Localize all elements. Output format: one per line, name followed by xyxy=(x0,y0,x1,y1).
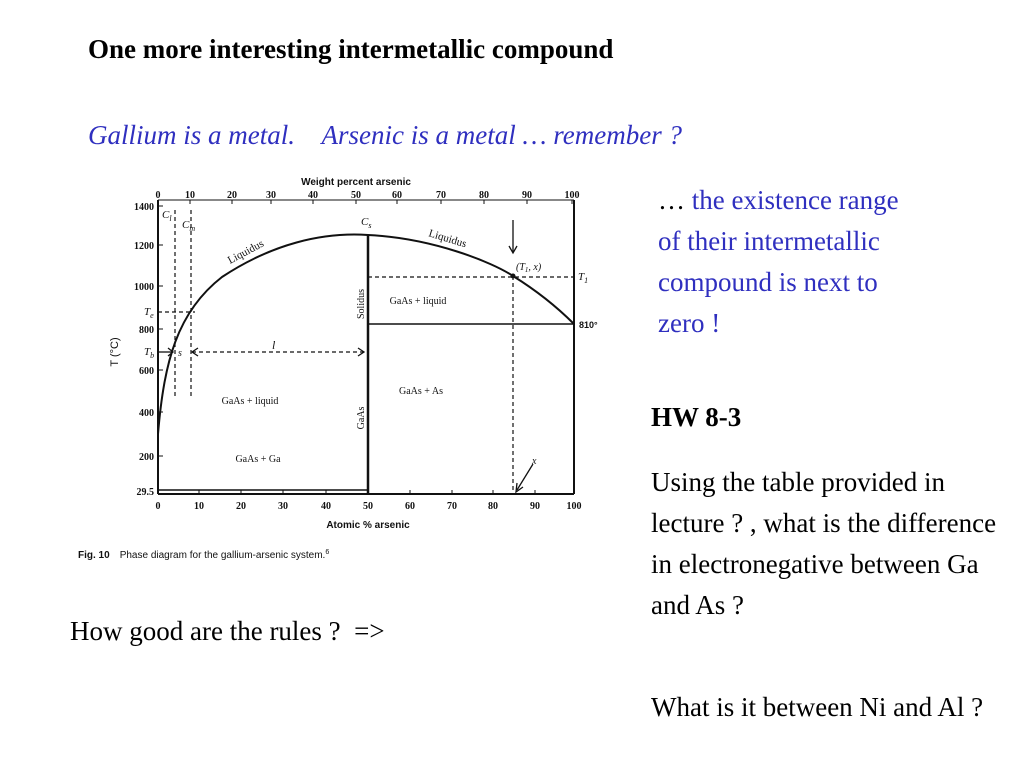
note-text: the existence range of their intermetallic compound is next to zero ! xyxy=(658,185,899,338)
bottom-tick-label: 20 xyxy=(236,501,246,512)
region-gaas-liquid-left: GaAs + liquid xyxy=(221,396,279,407)
y-tick-label: 1400 xyxy=(134,202,154,213)
y-tick-label: 1200 xyxy=(134,241,154,252)
top-tick-label: 10 xyxy=(185,190,195,201)
bottom-tick-label: 60 xyxy=(405,501,415,512)
existence-range-note xyxy=(658,180,918,344)
bottom-tick-label: 70 xyxy=(447,501,457,512)
te-label: $T_e$ xyxy=(144,306,154,320)
figure-caption: Fig. 10 Phase diagram for the gallium-arsenic system.$^6$ xyxy=(78,549,330,561)
bottom-tick-label: 30 xyxy=(278,501,288,512)
bottom-tick-label: 0 xyxy=(155,501,161,512)
top-axis-title: Weight percent arsenic xyxy=(301,177,411,188)
top-tick-label: 80 xyxy=(479,190,489,201)
l-label: l xyxy=(272,338,276,352)
x-label: x xyxy=(532,456,537,467)
bottom-tick-label: 10 xyxy=(194,501,204,512)
top-tick-label: 0 xyxy=(155,190,161,201)
region-gaas-as: GaAs + As xyxy=(399,386,443,397)
bottom-tick-label: 50 xyxy=(363,501,373,512)
y-axis-title: T (°C) xyxy=(109,337,121,367)
bottom-axis-title: Atomic % arsenic xyxy=(326,520,410,531)
liquidus-left-label: Liquidus xyxy=(225,237,266,267)
slide-subtitle: Gallium is a metal. Arsenic is a metal … remember ? xyxy=(88,120,682,150)
cm-label: $C_m$ xyxy=(182,219,196,233)
top-ticks xyxy=(158,200,572,204)
tl-x-label: ($T_1$, x) xyxy=(516,262,542,274)
cs-label: $C_s$ xyxy=(361,216,372,230)
t810-label: 810° xyxy=(579,320,598,330)
gaas-vertical-label: GaAs xyxy=(356,406,367,430)
region-labels xyxy=(222,296,447,465)
homework-title: HW 8-3 xyxy=(651,402,742,432)
y-tick-label: 200 xyxy=(139,452,154,463)
top-tick-label: 60 xyxy=(392,190,402,201)
phase-diagram-figure xyxy=(72,172,612,572)
arrows xyxy=(159,220,533,492)
liquidus-right-label: Liquidus xyxy=(427,227,469,251)
top-tick-label: 40 xyxy=(308,190,318,201)
top-tick-labels xyxy=(156,190,580,201)
rules-question: How good are the rules ? => xyxy=(70,616,385,646)
region-gaas-liquid-right: GaAs + liquid xyxy=(389,296,447,307)
phase-diagram xyxy=(72,172,612,572)
y-tick-label: 600 xyxy=(139,366,154,377)
tl-x-point xyxy=(511,274,516,279)
region-gaas-ga: GaAs + Ga xyxy=(235,454,281,465)
y-tick-label: 1000 xyxy=(134,282,154,293)
dashed-constructions xyxy=(158,210,574,490)
homework-question-2: What is it between Ni and Al ? xyxy=(651,692,984,722)
bottom-tick-label: 90 xyxy=(530,501,540,512)
s-label: s xyxy=(178,348,182,359)
top-tick-label: 50 xyxy=(351,190,361,201)
bottom-tick-label: 100 xyxy=(566,501,582,512)
homework-question-1: Using the table provided in lecture ? , what is the difference in electronegative between Ga and As ? xyxy=(651,467,997,620)
t1-label: $T_1$ xyxy=(578,271,589,285)
top-tick-label: 70 xyxy=(436,190,446,201)
cl-label: $C_l$ xyxy=(162,209,172,223)
bottom-tick-labels xyxy=(156,501,582,512)
y-tick-label: 400 xyxy=(139,408,154,419)
y-tick-label: 29.5 xyxy=(136,487,154,498)
top-tick-label: 30 xyxy=(266,190,276,201)
y-tick-label: 800 xyxy=(139,325,154,336)
bottom-tick-label: 80 xyxy=(488,501,498,512)
top-tick-label: 20 xyxy=(227,190,237,201)
top-tick-label: 90 xyxy=(522,190,532,201)
bottom-tick-label: 40 xyxy=(321,501,331,512)
tb-label: $T_b$ xyxy=(144,346,155,360)
slide-title: One more interesting intermetallic compound xyxy=(88,34,614,64)
note-ellipsis: … xyxy=(658,185,685,215)
liquidus-curve xyxy=(158,235,574,434)
top-tick-label: 100 xyxy=(564,190,580,201)
solidus-label: Solidus xyxy=(356,288,367,320)
